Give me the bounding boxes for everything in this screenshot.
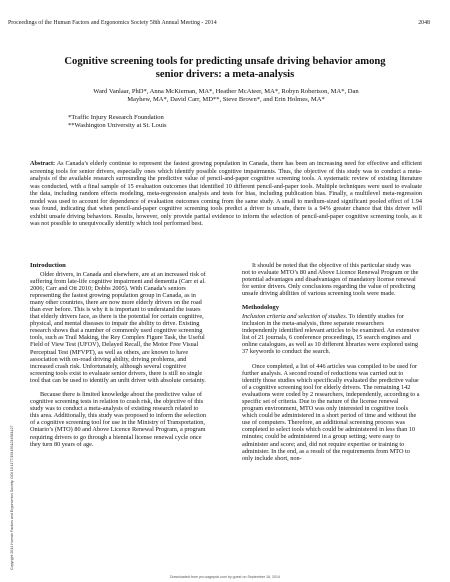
copyright-text: Copyright 2014 Human Factors and Ergonomics Society. DOI 10.1177/1541931214581427 xyxy=(10,425,14,570)
title-line-1: Cognitive screening tools for predicting unsafe driving behavior among xyxy=(64,56,386,67)
introduction-paragraph-1: Older drivers, in Canada and elsewhere, are at an increased risk of suffering from late-life cognitive impairment and dementia (Carr et al. 2006; Carr and Ott 2010; Dobbs 2005). With Canada’s seniors representing the fastest growing population group in Canada, as in many other countries, there are now more elderly drivers on the road than ever before. This is why it is important to understand the issues that elderly drivers face, as there is the potential for certain cognitive, physical, and mental diseases to impair the ability to drive. Existing research shows that a number of commonly used cognitive screening tools, such as Trail Making, the Rey Complex Figure Task, the Useful Field of View Test (UFOV), Delayed Recall, the Motor Free Visual Perceptual Test (MFVPT), as well as others, are known to have association with on-road driving ability, driving problems, and increased crash risk. Unfortunately, although several cognitive screening tools exist to evaluate senior drivers, there is still no single tool that can be used to identify an unfit driver with absolute certainty. xyxy=(30,270,206,384)
introduction-paragraph-2: Because there is limited knowledge about the predictive value of cognitive screening tests in relation to crash risk, the objective of this study was to conduct a meta-analysis of existing research related to this area. Additionally, this study was proposed to inform the selection of a cognitive screening tool for use in the Ministry of Transportation, Ontario’s (MTO) 80 and Above Licence Renewal Program, a program requiring drivers to go through a biennial license renewal cycle once they turn 80 years of age. xyxy=(30,391,206,448)
proceedings-label: Proceedings of the Human Factors and Ergonomics Society 58th Annual Meeting - 2014 xyxy=(8,20,217,26)
footer-text: Downloaded from pro.sagepub.com by guest on September 16, 2014 xyxy=(169,575,281,579)
inclusion-text: To identify studies for inclusion in the meta-analysis, three separate researchers independently identified relevant articles to be examined. An extensive list of 21 journals, 6 conference proceedings, 15 search engines and online catalogues, as well as 10 different libraries were explored using 37 keywords to conduct the search. xyxy=(242,312,420,356)
authors-line-1: Ward Vanlaar, PhD*, Anna McKiernan, MA*, Heather McAteer, MA*, Robyn Robertson, MA*, Dan xyxy=(93,88,359,95)
abstract-label: Abstract: xyxy=(30,160,56,167)
left-column xyxy=(30,262,208,455)
methodology-heading: Methodology xyxy=(242,304,279,312)
inclusion-paragraph xyxy=(242,313,420,356)
introduction-heading: Introduction xyxy=(30,262,66,269)
objective-paragraph: It should be noted that the objective of this particular study was not to evaluate MTO’s 80 and Above Licence Renewal Program or the potential advantages and disadvantages of mandatory license renewal for senior drivers. Only conclusions regarding the value of predicting unsafe driving abilities of various screening tools were made. xyxy=(242,262,419,298)
inclusion-subheading: Inclusion criteria and selection of studies. xyxy=(242,312,348,320)
copyright-sidebar xyxy=(10,290,18,570)
affiliations xyxy=(68,114,167,131)
download-footer xyxy=(0,575,450,579)
selection-paragraph: Once completed, a list of 446 articles was compiled to be used for further analysis. A second round of reductions was carried out to identify those studies which specifically evaluated the predictive value of a cognitive screening tool for elderly drivers. The remaining 142 evaluations were coded by 2 researchers, independently, according to a specific set of criteria. Due to the nature of the license renewal program environment, MTO was only interested in cognitive tools which could be administered in a short period of time and without the use of computers. Therefore, an additional screening process was completed to select tools which could be administered in less than 10 minutes; could be administered in a group setting; were easy to administer and score; and, did not require expertise or training to administer. In the end, as a result of the requirements from MTO to only include short, non- xyxy=(242,362,420,462)
abstract xyxy=(30,160,422,228)
abstract-text: As Canada’s elderly continue to represent the fastest growing population in Canada, there has been an increasing need for effective and efficient screening tools for senior drivers, especially ones which identify possible cognitive impairments. Thus, the objective of this study was to conduct a meta-analysis of the available research surrounding the predictive value of pencil-and-paper cognitive screening tools. A systematic review of existing literature was conducted, with a final sample of 15 evaluation outcomes that identified 10 different pencil-and-paper tools. Multiple techniques were used to evaluate the data, including random effects modeling, meta-regression analysis and tests for bias, including publication bias. Finally, a multilevel meta-regression model was used to account for dependence of evaluation outcomes coming from the same study. A small to medium-sized significant pooled effect of 1.94 was found, indicating that when pencil-and-paper cognitive screening tools predict a driver is unsafe, there is a 94% greater chance that this driver will exhibit unsafe driving behaviors. Results, however, only provide partial evidence to inform the selection of pencil-and-paper cognitive screening tools, as it was not possible to unequivocally identify which tool performed best. xyxy=(30,160,422,228)
right-column xyxy=(242,262,420,469)
page-number: 2048 xyxy=(418,20,430,26)
running-header xyxy=(8,20,430,26)
authors-line-2: Mayhew, MA*, David Carr, MD**, Steve Brown*, and Erin Holmes, MA* xyxy=(127,96,325,104)
affiliation-2: **Washington University at St. Louis xyxy=(68,122,167,130)
paper-title xyxy=(40,56,410,81)
author-list xyxy=(32,88,420,105)
affiliation-1: *Traffic Injury Research Foundation xyxy=(68,114,164,121)
title-line-2: senior drivers: a meta-analysis xyxy=(155,68,295,80)
